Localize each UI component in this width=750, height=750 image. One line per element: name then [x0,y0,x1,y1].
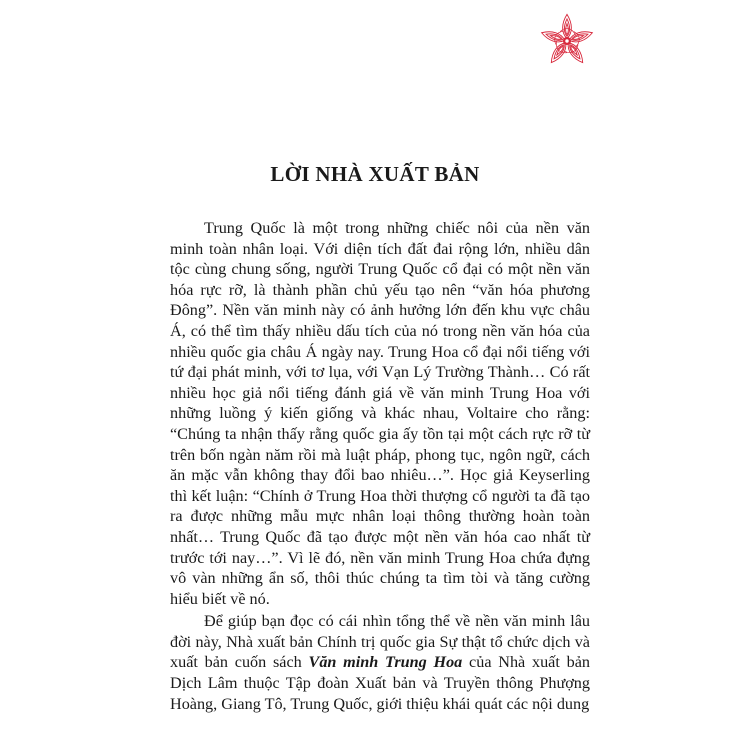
paragraph-2-before: Để giúp bạn đọc có cái nhìn tổng thể về nền văn minh lâu đời này, Nhà xuất bản Chính trị quốc gia Sự thật tổ chức dịch và xuất bản cuốn sách [170,612,590,672]
publisher-logo-icon [538,12,596,70]
paragraph-1: Trung Quốc là một trong những chiếc nôi của nền văn minh toàn nhân loại. Với diện tích đất đai rộng lớn, nhiều dân tộc cùng chung sống, người Trung Quốc cổ đại có một nền văn hóa rực rỡ, là thành phần chủ yếu tạo nên “văn hóa phương Đông”. Nền văn minh này có ảnh hưởng lớn đến khu vực châu Á, có thể tìm thấy nhiều dấu tích của nó trong nền văn hóa của nhiều quốc gia châu Á ngày nay. Trung Hoa cổ đại nổi tiếng với tứ đại phát minh, với tơ lụa, với Vạn Lý Trường Thành… Có rất nhiều học giả nổi tiếng đánh giá về văn minh Trung Hoa với những luồng ý kiến giống và khác nhau, Voltaire cho rằng: “Chúng ta nhận thấy rằng quốc gia ấy tồn tại một cách rực rỡ từ trên bốn ngàn năm rồi mà luật pháp, phong tục, ngôn ngữ, cách ăn mặc vẫn không thay đổi bao nhiêu…”. Học giả Keyserling thì kết luận: “Chính ở Trung Hoa thời thượng cổ người ta đã tạo ra được những mẫu mực nhân loại thông thường hoàn toàn nhất… Trung Quốc đã tạo được một nền văn hóa cao nhất từ trước tới nay…”. Vì lẽ đó, nền văn minh Trung Hoa chứa đựng vô vàn những ẩn số, thôi thúc chúng ta tìm tòi và tăng cường hiểu biết về nó. [170,219,590,608]
publisher-logo [538,12,596,70]
book-title: Văn minh Trung Hoa [308,653,463,672]
page-heading: LỜI NHÀ XUẤT BẢN [270,162,480,186]
body-text [170,218,590,716]
paragraph-2-after: của Nhà xuất bản Dịch Lâm thuộc Tập đoàn Xuất bản và Truyền thông Phượng Hoàng, Giang Tô, Trung Quốc, giới thiệu khái quát các nội dung [170,653,591,713]
paragraph-2 [170,611,590,714]
